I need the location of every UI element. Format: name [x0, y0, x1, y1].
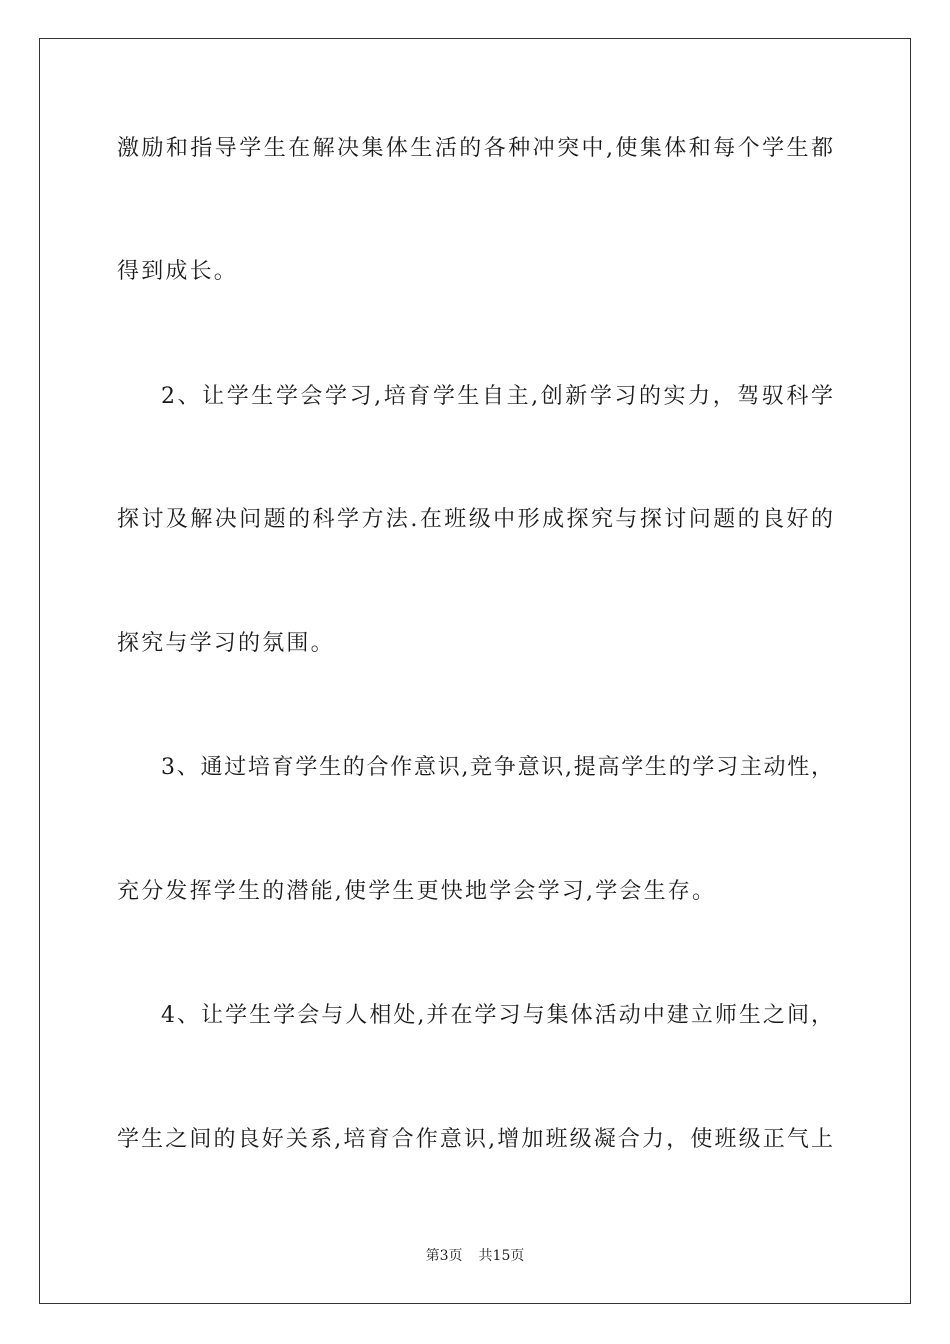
- page-total: 共15页: [478, 1248, 525, 1264]
- paragraph-line: 3、通过培育学生的合作意识,竞争意识,提高学生的学习主动性，: [161, 755, 833, 780]
- paragraph-line: 充分发挥学生的潜能,使学生更快地学会学习,学会生存。: [117, 879, 717, 904]
- paragraph-line: 激励和指导学生在解决集体生活的各种冲突中,使集体和每个学生都: [117, 136, 833, 161]
- page-number: 第3页: [425, 1248, 463, 1264]
- paragraph-line: 探究与学习的氛围。: [117, 631, 335, 656]
- paragraph-line: 得到成长。: [117, 259, 239, 284]
- page-footer: [0, 1246, 950, 1266]
- paragraph-line: 学生之间的良好关系,培育合作意识,增加班级凝合力，使班级正气上: [117, 1127, 833, 1152]
- page-border: [39, 38, 911, 1304]
- paragraph-line: 4、让学生学会与人相处,并在学习与集体活动中建立师生之间，: [161, 1003, 833, 1028]
- paragraph-line: 2、让学生学会学习,培育学生自主,创新学习的实力，驾驭科学: [161, 384, 833, 409]
- paragraph-line: 探讨及解决问题的科学方法.在班级中形成探究与探讨问题的良好的: [117, 507, 833, 532]
